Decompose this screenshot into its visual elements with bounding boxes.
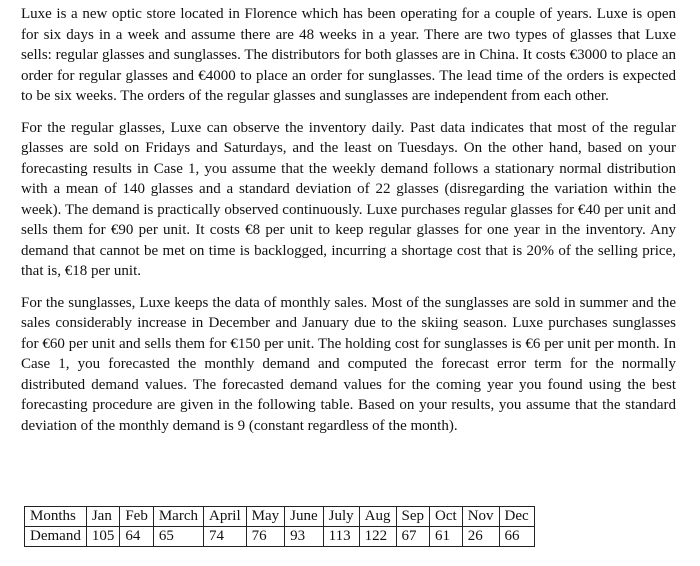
demand-cell: 93 (285, 527, 324, 547)
month-cell: Dec (499, 507, 534, 527)
paragraph-regular-glasses: For the regular glasses, Luxe can observe the inventory daily. Past data indicates that most of the regular glasses are sold on Fridays and Saturdays, and the least on Tuesdays. On the other hand, based on your forecasting results in Case 1, you assume that the weekly demand follows a stationary normal distribution with a mean of 140 glasses and a standard deviation of 22 glasses (disregarding the variation within the week). The demand is practically observed continuously. Luxe purchases regular glasses for €40 per unit and sells them for €90 per unit. It costs €8 per unit to keep regular glasses for one year in the inventory. Any demand that cannot be met on time is backlogged, incurring a shortage cost that is 20% of the selling price, that is, €18 per unit. (21, 119, 676, 279)
month-cell: March (153, 507, 203, 527)
demand-table-container (24, 506, 535, 547)
table-header-row (25, 507, 535, 527)
demand-cell: 122 (359, 527, 396, 547)
month-cell: Jan (86, 507, 120, 527)
demand-cell: 76 (246, 527, 285, 547)
demand-cell: 113 (323, 527, 359, 547)
demand-cell: 65 (153, 527, 203, 547)
table-row (25, 527, 535, 547)
month-cell: July (323, 507, 359, 527)
demand-cell: 66 (499, 527, 534, 547)
table-row-label-months: Months (25, 507, 87, 527)
month-cell: Feb (120, 507, 154, 527)
demand-cell: 64 (120, 527, 154, 547)
paragraph-intro: Luxe is a new optic store located in Florence which has been operating for a couple of years. Luxe is open for six days in a week and assume there are 48 weeks in a year. There are two types of glasses that Luxe sells: regular glasses and sunglasses. The distributors for both glasses are in China. It costs €3000 to place an order for regular glasses and €4000 to place an order for sunglasses. The lead time of the orders is expected to be six weeks. The orders of the regular glasses and sunglasses are independent from each other. (21, 6, 676, 104)
month-cell: Sep (396, 507, 430, 527)
month-cell: Oct (430, 507, 463, 527)
demand-cell: 61 (430, 527, 463, 547)
document-body (21, 4, 676, 436)
month-cell: April (203, 507, 246, 527)
demand-cell: 67 (396, 527, 430, 547)
demand-cell: 26 (462, 527, 499, 547)
month-cell: Nov (462, 507, 499, 527)
demand-cell: 105 (86, 527, 120, 547)
demand-cell: 74 (203, 527, 246, 547)
demand-table (24, 506, 535, 547)
month-cell: May (246, 507, 285, 527)
table-row-label-demand: Demand (25, 527, 87, 547)
paragraph-sunglasses: For the sunglasses, Luxe keeps the data of monthly sales. Most of the sunglasses are sold in summer and the sales considerably increase in December and January due to the skiing season. Luxe purchases sunglasses for €60 per unit and sells them for €150 per unit. The holding cost for sunglasses is €6 per unit per month. In Case 1, you forecasted the monthly demand and computed the forecast error term for the normally distributed demand values. The forecasted demand values for the coming year you found using the best forecasting procedure are given in the following table. Based on your results, you assume that the standard deviation of the monthly demand is 9 (constant regardless of the month). (21, 294, 676, 434)
month-cell: Aug (359, 507, 396, 527)
month-cell: June (285, 507, 324, 527)
